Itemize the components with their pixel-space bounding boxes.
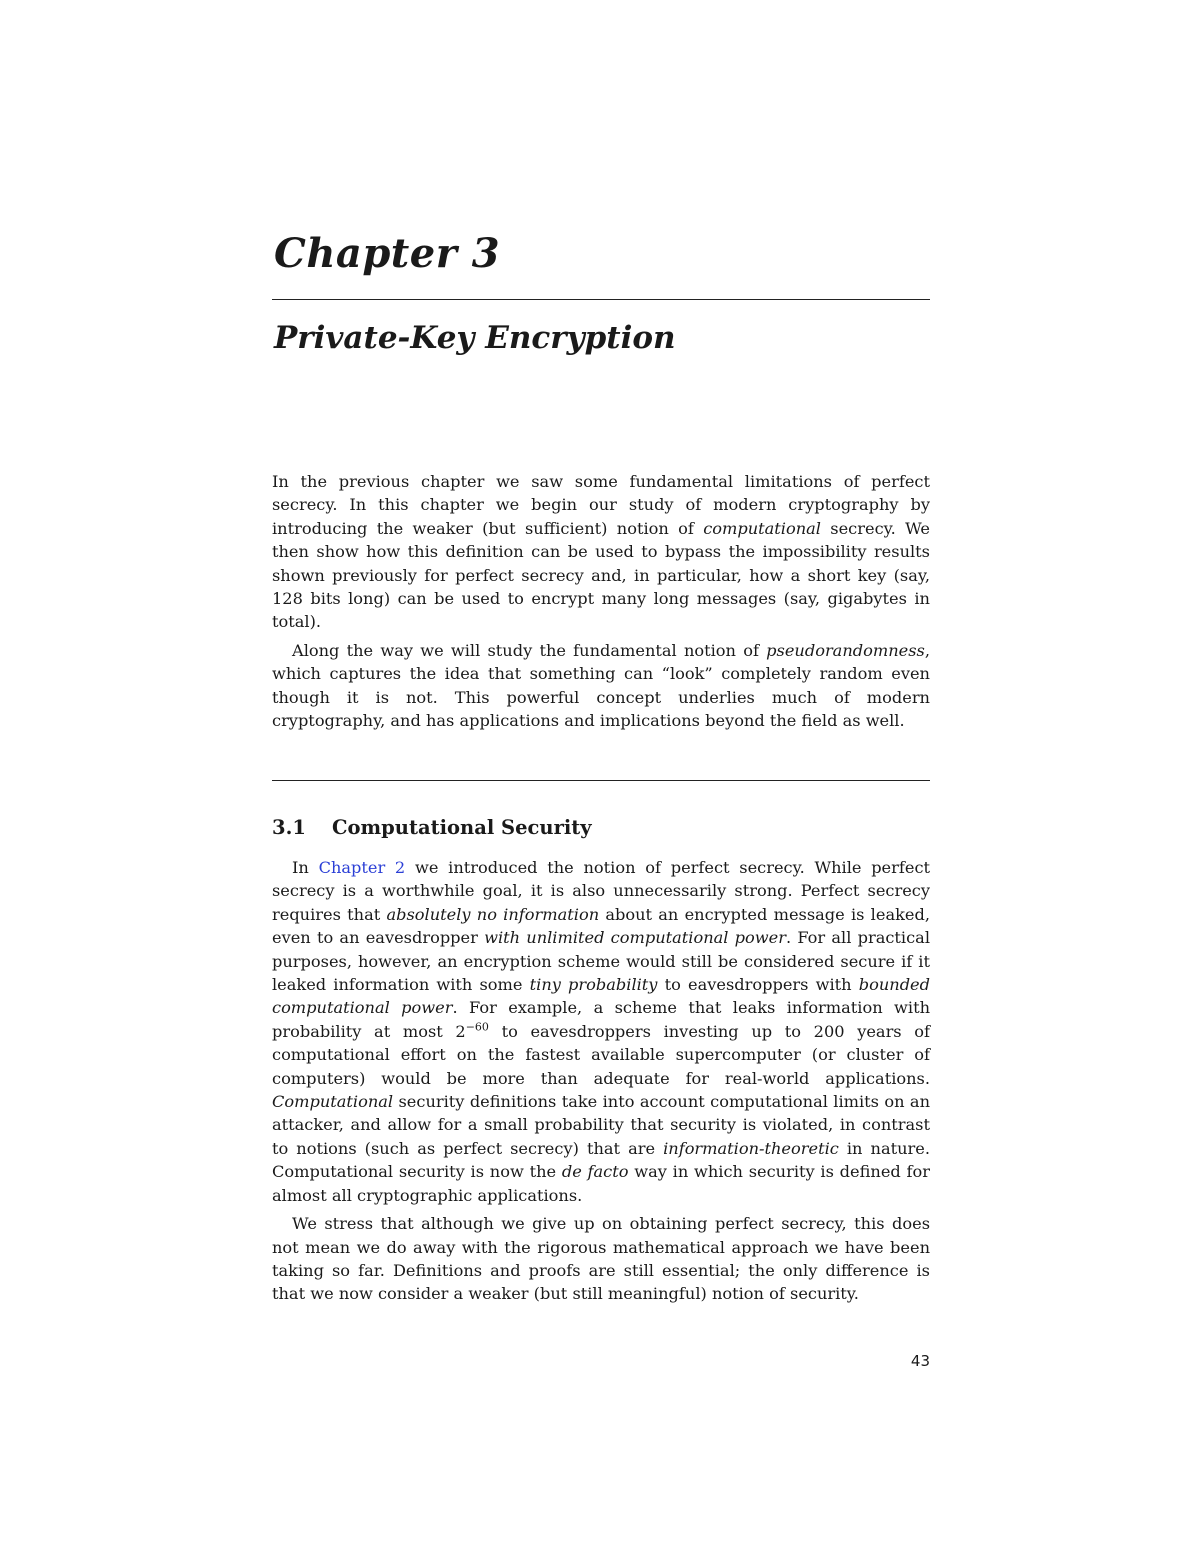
- emphasis: with unlimited computational power: [484, 928, 786, 948]
- emphasis: de facto: [561, 1162, 629, 1182]
- emphasis: absolutely no information: [386, 904, 600, 924]
- page-number: 43: [910, 1352, 930, 1370]
- section-title: Computational Security: [332, 816, 592, 839]
- intro-text: [272, 470, 930, 732]
- exponent: −60: [465, 1020, 489, 1034]
- emphasis: Computational: [272, 1092, 394, 1112]
- section-number: 3.1: [272, 816, 306, 839]
- chapter-title: Private-Key Encryption: [274, 320, 676, 356]
- emphasis: pseudorandomness: [766, 640, 925, 660]
- chapter-label: Chapter 3: [274, 230, 501, 277]
- chapter-2-link[interactable]: Chapter 2: [318, 858, 406, 877]
- section-paragraph-2: We stress that although we give up on obtaining perfect secrecy, this does not mean we do away with the rigorous mathematical approach we have been taking so far. Definitions and proofs are still essential; the only difference is that we now consider a weaker (but still meaningful) notion of security.: [272, 1214, 930, 1304]
- section-paragraph-1: In Chapter 2 we introduced the notion of perfect secrecy. While perfect secrecy is a worthwhile goal, it is also unnecessarily strong. Perfect secrecy requires that absolutely no information about an encrypted message is leaked, even to an eavesdropper with unlimited computational power. For all practical purposes, however, an encryption scheme would still be considered secure if it leaked information with some tiny probability to eavesdroppers with bounded computational power. For example, a scheme that leaks information with probability at most $2^{-60}$ to eavesdroppers investing up to 200 years of computational effort on the fastest available supercomputer (or cluster of computers) would be more than adequate for real-world applications. Computational security definitions take into account computational limits on an attacker, and allow for a small probability that security is violated, in contrast to notions (such as perfect secrecy) that are information-theoretic in nature. Computational security is now the de facto way in which security is defined for almost all cryptographic applications.: [272, 858, 931, 1205]
- section-heading: [272, 816, 592, 839]
- emphasis: bounded computational power: [272, 975, 930, 1018]
- emphasis: computational: [703, 518, 821, 538]
- emphasis: information-theoretic: [663, 1138, 839, 1158]
- intro-paragraph-2: Along the way we will study the fundamental notion of pseudorandomness, which captures the idea that something can “look” completely random even though it is not. This powerful concept underlies much of modern cryptography, and has applications and implications beyond the field as well.: [272, 640, 930, 731]
- section-rule: [272, 780, 930, 781]
- intro-paragraph-1: In the previous chapter we saw some fundamental limitations of perfect secrecy. In this chapter we begin our study of modern cryptography by introducing the weaker (but sufficient) notion of computational secrecy. We then show how this definition can be used to bypass the impossibility results shown previously for perfect secrecy and, in particular, how a short key (say, 128 bits long) can be used to encrypt many long messages (say, gigabytes in total).: [272, 472, 930, 632]
- section-body: [272, 856, 930, 1306]
- chapter-rule: [272, 299, 930, 300]
- emphasis: tiny probability: [529, 975, 658, 995]
